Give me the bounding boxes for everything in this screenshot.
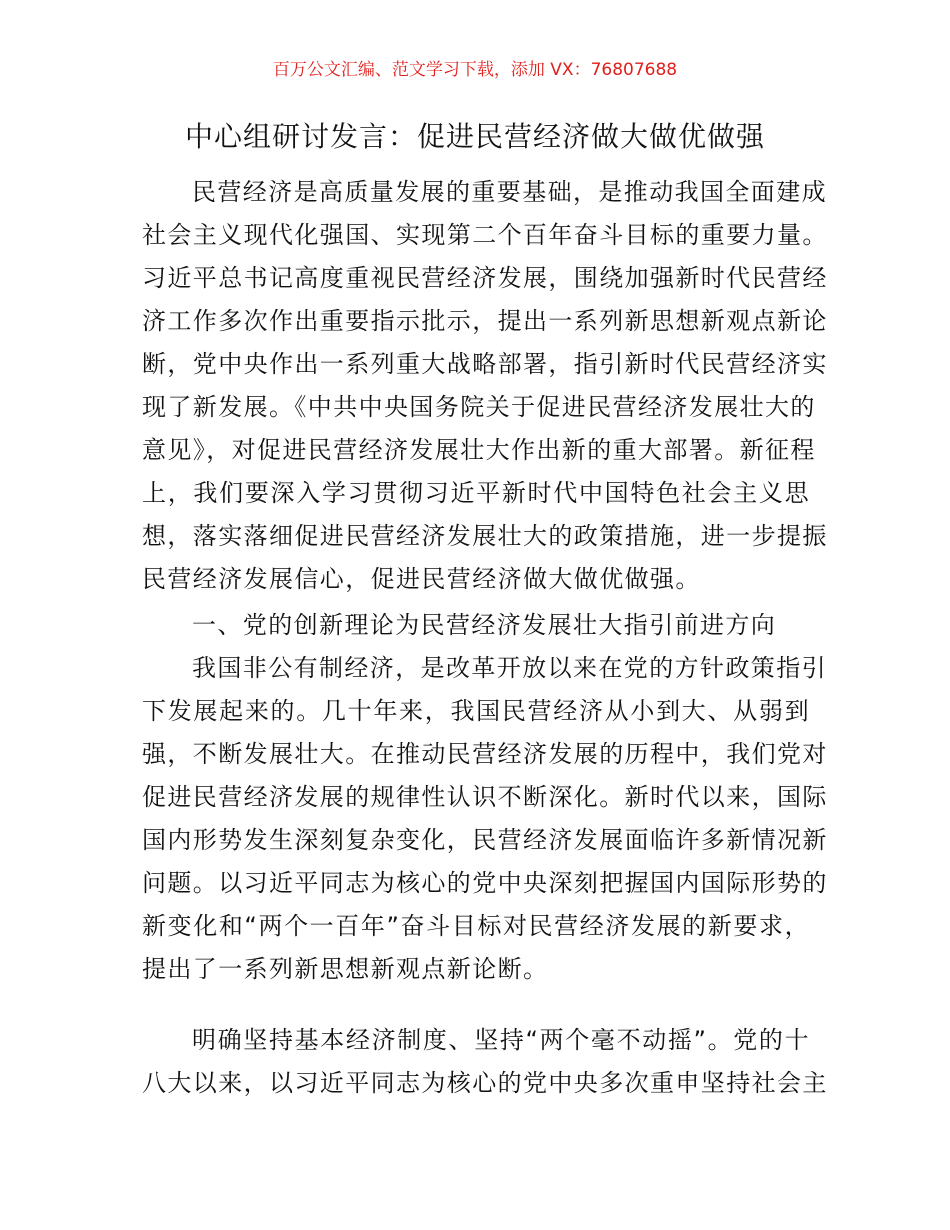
- text-line: 民营经济发展信心，促进民营经济做大做优做强。: [142, 565, 701, 593]
- text-line: 国内形势发生深刻复杂变化，民营经济发展面临许多新情况新: [142, 826, 828, 854]
- text-line: 我国非公有制经济，是改革开放以来在党的方针政策指引: [192, 654, 827, 682]
- text-line: 八大以来，以习近平同志为核心的党中央多次重申坚持社会主: [142, 1069, 828, 1097]
- text-line: 强，不断发展壮大。在推动民营经济发展的历程中，我们党对: [142, 740, 828, 768]
- paragraph: [142, 647, 828, 991]
- text-line: 现了新发展。《中共中央国务院关于促进民营经济发展壮大的: [142, 393, 816, 421]
- section-heading: [142, 604, 810, 647]
- watermark-header: 百万公文汇编、范文学习下载，添加 VX：76807688: [272, 60, 678, 80]
- text-line: 新变化和“两个一百年”奋斗目标对民营经济发展的新要求，: [142, 912, 810, 940]
- text-line: 民营经济是高质量发展的重要基础，是推动我国全面建成: [192, 178, 827, 206]
- text-line: 提出了一系列新思想新观点新论断。: [142, 955, 549, 983]
- text-line: 上，我们要深入学习贯彻习近平新时代中国特色社会主义思: [142, 479, 810, 507]
- text-line: 想，落实落细促进民营经济发展壮大的政策措施，进一步提振: [142, 522, 828, 550]
- text-line: 断，党中央作出一系列重大战略部署，指引新时代民营经济实: [142, 350, 828, 378]
- text-line: 意见》，对促进民营经济发展壮大作出新的重大部署。新征程: [142, 436, 816, 464]
- document-title: 中心组研讨发言：促进民营经济做大做优做强: [184, 120, 765, 153]
- text-line: 习近平总书记高度重视民营经济发展，围绕加强新时代民营经: [142, 264, 828, 292]
- paragraph: [142, 171, 828, 601]
- text-line: 社会主义现代化强国、实现第二个百年奋斗目标的重要力量。: [142, 221, 828, 249]
- text-line: 问题。以习近平同志为核心的党中央深刻把握国内国际形势的: [142, 869, 828, 897]
- text-line: 明确坚持基本经济制度、坚持“两个毫不动摇”。党的十: [192, 1026, 810, 1054]
- text-line: 济工作多次作出重要指示批示，提出一系列新思想新观点新论: [142, 307, 828, 335]
- document-body: [142, 171, 828, 1105]
- paragraph: [142, 1019, 828, 1105]
- text-line: 促进民营经济发展的规律性认识不断深化。新时代以来，国际: [142, 783, 828, 811]
- text-line: 下发展起来的。几十年来，我国民营经济从小到大、从弱到: [142, 697, 810, 725]
- text-line: 一、党的创新理论为民营经济发展壮大指引前进方向: [192, 611, 777, 639]
